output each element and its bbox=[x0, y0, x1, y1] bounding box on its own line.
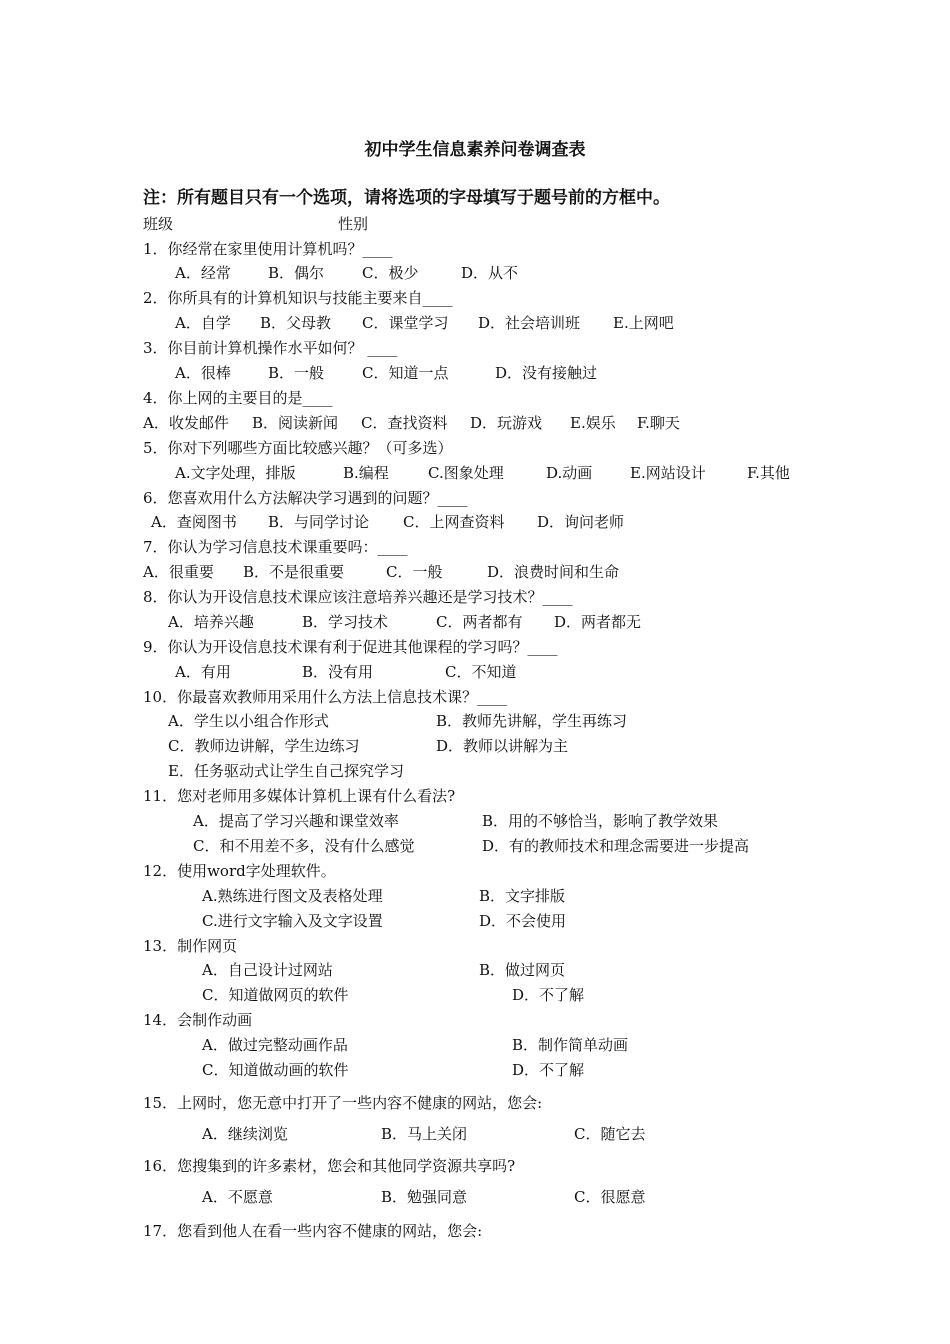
page-title: 初中学生信息素养问卷调查表 bbox=[364, 140, 586, 160]
question-1: 1．你经常在家里使用计算机吗？____ bbox=[143, 240, 393, 258]
q6-option-c: C．上网查资料 bbox=[403, 513, 505, 531]
q7-option-a: A．很重要 bbox=[143, 563, 214, 581]
q6-option-a: A．查阅图书 bbox=[151, 513, 237, 531]
q2-option-b: B．父母教 bbox=[260, 314, 332, 332]
q5-option-a: A.文字处理，排版 bbox=[175, 464, 296, 482]
question-13: 13．制作网页 bbox=[143, 937, 238, 955]
q5-option-b: B.编程 bbox=[343, 464, 389, 482]
q10-option-d: D．教师以讲解为主 bbox=[436, 737, 569, 755]
question-14: 14．会制作动画 bbox=[143, 1011, 253, 1029]
q15-option-a: A．继续浏览 bbox=[202, 1125, 288, 1143]
q14-option-b: B．制作简单动画 bbox=[512, 1036, 629, 1054]
q6-option-d: D．询问老师 bbox=[537, 513, 625, 531]
q14-option-c: C．知道做动画的软件 bbox=[202, 1061, 349, 1079]
class-label: 班级 bbox=[143, 215, 174, 233]
q16-option-c: C．很愿意 bbox=[574, 1188, 646, 1206]
q4-option-c: C．查找资料 bbox=[361, 414, 448, 432]
q11-option-c: C．和不用差不多，没有什么感觉 bbox=[193, 837, 415, 855]
q5-option-d: D.动画 bbox=[546, 464, 593, 482]
question-12: 12．使用word字处理软件。 bbox=[143, 862, 336, 880]
q13-option-b: B．做过网页 bbox=[479, 961, 566, 979]
instruction-note: 注：所有题目只有一个选项，请将选项的字母填写于题号前的方框中。 bbox=[143, 188, 670, 208]
question-6: 6．您喜欢用什么方法解决学习遇到的问题？____ bbox=[143, 489, 468, 507]
q2-option-d: D．社会培训班 bbox=[478, 314, 581, 332]
q15-option-b: B．马上关闭 bbox=[381, 1125, 468, 1143]
q10-option-e: E．任务驱动式让学生自己探究学习 bbox=[168, 762, 404, 780]
q4-option-a: A．收发邮件 bbox=[143, 414, 229, 432]
question-9: 9．你认为开设信息技术课有利于促进其他课程的学习吗？____ bbox=[143, 638, 558, 656]
q11-option-a: A．提高了学习兴趣和课堂效率 bbox=[193, 812, 399, 830]
q13-option-d: D．不了解 bbox=[512, 986, 585, 1004]
q4-option-f: F.聊天 bbox=[637, 414, 680, 432]
q15-option-c: C．随它去 bbox=[574, 1125, 646, 1143]
q1-option-a: A．经常 bbox=[175, 264, 231, 282]
q13-option-a: A．自己设计过网站 bbox=[202, 961, 333, 979]
q8-option-b: B．学习技术 bbox=[302, 613, 389, 631]
q12-option-b: B．文字排版 bbox=[479, 887, 566, 905]
q3-option-c: C．知道一点 bbox=[362, 364, 449, 382]
q13-option-c: C．知道做网页的软件 bbox=[202, 986, 349, 1004]
question-4: 4．你上网的主要目的是____ bbox=[143, 389, 333, 407]
q8-option-a: A．培养兴趣 bbox=[168, 613, 254, 631]
q5-option-e: E.网站设计 bbox=[630, 464, 706, 482]
gender-label: 性别 bbox=[338, 215, 369, 233]
q3-option-d: D．没有接触过 bbox=[495, 364, 598, 382]
q1-option-b: B．偶尔 bbox=[268, 264, 325, 282]
q12-option-a: A.熟练进行图文及表格处理 bbox=[202, 887, 383, 905]
q3-option-b: B．一般 bbox=[268, 364, 325, 382]
q12-option-d: D．不会使用 bbox=[479, 912, 567, 930]
q10-option-b: B．教师先讲解，学生再练习 bbox=[436, 712, 628, 730]
q2-option-a: A．自学 bbox=[175, 314, 231, 332]
q9-option-a: A．有用 bbox=[175, 663, 231, 681]
question-16: 16．您搜集到的许多素材，您会和其他同学资源共享吗? bbox=[143, 1157, 516, 1175]
q11-option-d: D．有的教师技术和理念需要进一步提高 bbox=[482, 837, 750, 855]
question-8: 8．你认为开设信息技术课应该注意培养兴趣还是学习技术？____ bbox=[143, 588, 573, 606]
q4-option-e: E.娱乐 bbox=[570, 414, 616, 432]
q10-option-c: C．教师边讲解，学生边练习 bbox=[168, 737, 360, 755]
q7-option-c: C．一般 bbox=[386, 563, 443, 581]
q1-option-d: D．从不 bbox=[461, 264, 519, 282]
question-10: 10．你最喜欢教师用采用什么方法上信息技术课？____ bbox=[143, 688, 508, 706]
q3-option-a: A．很棒 bbox=[175, 364, 231, 382]
q14-option-d: D．不了解 bbox=[512, 1061, 585, 1079]
question-17: 17．您看到他人在看一些内容不健康的网站，您会: bbox=[143, 1222, 483, 1240]
q8-option-c: C．两者都有 bbox=[436, 613, 523, 631]
q4-option-b: B．阅读新闻 bbox=[252, 414, 339, 432]
q7-option-b: B．不是很重要 bbox=[243, 563, 345, 581]
question-2: 2．你所具有的计算机知识与技能主要来自____ bbox=[143, 289, 453, 307]
q1-option-c: C．极少 bbox=[362, 264, 419, 282]
q14-option-a: A．做过完整动画作品 bbox=[202, 1036, 348, 1054]
q12-option-c: C.进行文字输入及文字设置 bbox=[202, 912, 383, 930]
q2-option-c: C．课堂学习 bbox=[362, 314, 449, 332]
question-15: 15．上网时，您无意中打开了一些内容不健康的网站，您会: bbox=[143, 1094, 543, 1112]
q5-option-c: C.图象处理 bbox=[428, 464, 504, 482]
q7-option-d: D．浪费时间和生命 bbox=[487, 563, 620, 581]
question-5: 5．你对下列哪些方面比较感兴趣？（可多选） bbox=[143, 439, 453, 457]
q16-option-a: A．不愿意 bbox=[202, 1188, 273, 1206]
q11-option-b: B．用的不够恰当，影响了教学效果 bbox=[482, 812, 719, 830]
q5-option-f: F.其他 bbox=[747, 464, 790, 482]
q9-option-c: C．不知道 bbox=[445, 663, 517, 681]
q6-option-b: B．与同学讨论 bbox=[268, 513, 370, 531]
q10-option-a: A．学生以小组合作形式 bbox=[168, 712, 329, 730]
question-3: 3．你目前计算机操作水平如何？ ____ bbox=[143, 339, 398, 357]
question-7: 7．你认为学习信息技术课重要吗：____ bbox=[143, 538, 408, 556]
question-11: 11．您对老师用多媒体计算机上课有什么看法? bbox=[143, 787, 456, 805]
q9-option-b: B．没有用 bbox=[302, 663, 374, 681]
q8-option-d: D．两者都无 bbox=[554, 613, 642, 631]
q2-option-e: E.上网吧 bbox=[613, 314, 674, 332]
q16-option-b: B．勉强同意 bbox=[381, 1188, 468, 1206]
q4-option-d: D．玩游戏 bbox=[470, 414, 543, 432]
